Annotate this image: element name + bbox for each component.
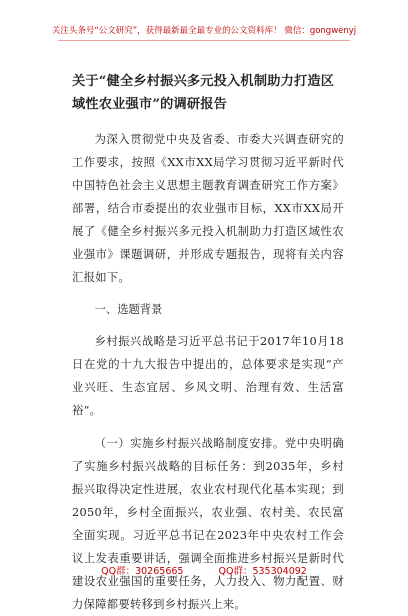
policy-paragraph: （一）实施乡村振兴战略制度安排。党中央明确了实施乡村振兴战略的目标任务：到2035年，乡村振兴取得决定性进展，农业农村现代化基本实现；到2050年，乡村全面振兴，农业强、农村美、农民富全面实现。习近平总书记在2023年中央农村工作会议上发表重要讲话，强调全面推进乡村振兴是新时代建设农业强国的重要任务，人力投入、物力配置、财力保障都要转移到乡村振兴上来。 bbox=[72, 437, 344, 611]
paragraph-gap bbox=[72, 422, 344, 432]
document-body bbox=[72, 70, 344, 616]
header-notice: 关注头条号“公文研究”，获得最新最全最专业的公文资料库！ 微信：gongwenyj bbox=[51, 26, 357, 36]
footer-qq-group-1: QQ群：30265665 bbox=[101, 566, 184, 577]
document-title: 关于“健全乡村振兴多元投入机制助力打造区域性农业强市”的调研报告 bbox=[72, 74, 335, 112]
page-footer bbox=[0, 563, 408, 577]
intro-paragraph: 为深入贯彻党中央及省委、市委大兴调查研究的工作要求，按照《XX市XX局学习贯彻习近平新时代中国特色社会主义思想主题教育调查研究工作方案》部署，结合市委提出的农业强市目标，XX市XX局开展了《健全乡村振兴多元投入机制助力打造区域性农业强市》课题调研，并形成专题报告，现将有关内容汇报如下。 bbox=[72, 133, 344, 284]
background-paragraph: 乡村振兴战略是习近平总书记于2017年10月18日在党的十九大报告中提出的，总体要求是实现“产业兴旺、生态宜居、乡风文明、治理有效、生活富裕”。 bbox=[72, 335, 344, 417]
page-header bbox=[0, 0, 408, 40]
footer-qq-group-2: QQ群：535304092 bbox=[218, 566, 307, 577]
header-divider bbox=[58, 40, 350, 41]
section-heading: 一、选题背景 bbox=[94, 303, 163, 316]
